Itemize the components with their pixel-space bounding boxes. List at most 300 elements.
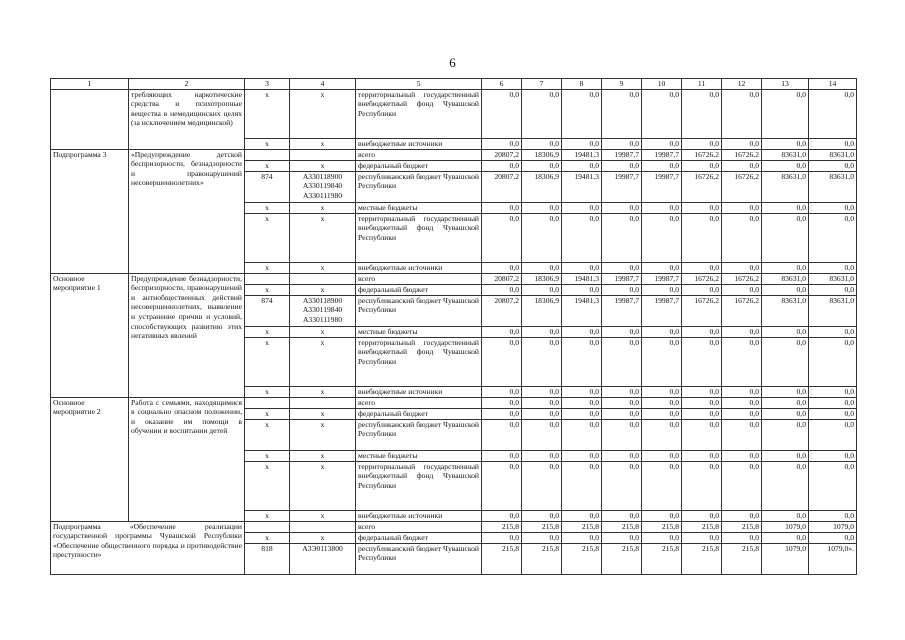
value-cell: 215,8 — [482, 521, 522, 532]
header-cell: 6 — [482, 79, 522, 90]
value-cell: 0,0 — [562, 510, 602, 521]
header-cell: 14 — [809, 79, 857, 90]
funding-source-cell: территориальный государственный внебюджетный фонд Чувашской Республики — [356, 461, 482, 510]
value-cell: 0,0 — [482, 89, 522, 138]
value-cell: 0,0 — [562, 138, 602, 149]
funding-source-cell: федеральный бюджет — [356, 532, 482, 543]
value-cell: 19987,7 — [642, 295, 682, 326]
value-cell: 0,0 — [642, 160, 682, 171]
value-cell: 0,0 — [482, 202, 522, 213]
header-cell: 13 — [762, 79, 809, 90]
funding-source-cell: республиканский бюджет Чувашской Республики — [356, 295, 482, 326]
value-cell: 0,0 — [562, 461, 602, 510]
kbk-grbs-cell — [245, 273, 290, 284]
value-cell: 0,0 — [602, 408, 642, 419]
value-cell: 19481,3 — [562, 295, 602, 326]
value-cell: 83631,0 — [809, 295, 857, 326]
value-cell: 0,0 — [809, 160, 857, 171]
value-cell: 0,0 — [482, 397, 522, 408]
value-cell: 19987,7 — [602, 149, 642, 160]
program-name-cell: Основное мероприятие 2 — [51, 397, 129, 521]
value-cell: 0,0 — [762, 326, 809, 337]
kbk-code-cell: х — [290, 326, 356, 337]
value-cell: 0,0 — [482, 160, 522, 171]
value-cell: 0,0 — [682, 160, 722, 171]
value-cell: 0,0 — [682, 284, 722, 295]
value-cell: 0,0 — [602, 213, 642, 262]
value-cell: 0,0 — [522, 419, 562, 450]
value-cell: 0,0 — [762, 532, 809, 543]
funding-source-cell: территориальный государственный внебюджетный фонд Чувашской Республики — [356, 337, 482, 386]
value-cell: 0,0 — [722, 510, 762, 521]
value-cell: 0,0 — [602, 262, 642, 273]
header-cell: 7 — [522, 79, 562, 90]
value-cell: 0,0 — [602, 450, 642, 461]
value-cell: 0,0 — [722, 461, 762, 510]
value-cell: 19481,3 — [562, 273, 602, 284]
value-cell: 0,0 — [642, 419, 682, 450]
value-cell: 16726,2 — [722, 149, 762, 160]
value-cell: 215,8 — [682, 521, 722, 532]
value-cell: 83631,0 — [809, 149, 857, 160]
funding-source-cell: республиканский бюджет Чувашской Республики — [356, 543, 482, 574]
value-cell: 20807,2 — [482, 295, 522, 326]
value-cell: 20807,2 — [482, 273, 522, 284]
kbk-grbs-cell: х — [245, 138, 290, 149]
funding-source-cell: федеральный бюджет — [356, 408, 482, 419]
value-cell: 20807,2 — [482, 149, 522, 160]
kbk-grbs-cell: 874 — [245, 295, 290, 326]
value-cell: 19987,7 — [602, 295, 642, 326]
value-cell: 0,0 — [682, 337, 722, 386]
value-cell: 0,0 — [722, 262, 762, 273]
value-cell: 0,0 — [482, 510, 522, 521]
value-cell: 0,0 — [722, 450, 762, 461]
value-cell: 0,0 — [722, 397, 762, 408]
value-cell: 215,8 — [682, 543, 722, 574]
value-cell: 83631,0 — [762, 171, 809, 202]
value-cell: 0,0 — [482, 337, 522, 386]
value-cell: 19481,3 — [562, 149, 602, 160]
kbk-code-cell: х — [290, 138, 356, 149]
value-cell: 0,0 — [522, 213, 562, 262]
value-cell: 0,0 — [682, 138, 722, 149]
value-cell: 0,0 — [602, 397, 642, 408]
value-cell: 0,0 — [522, 397, 562, 408]
value-cell: 1079,0 — [762, 543, 809, 574]
value-cell: 0,0 — [642, 326, 682, 337]
value-cell: 0,0 — [602, 89, 642, 138]
subprogram-title-cell: Подпрограмма «Обеспечение реализации государственной программы Чувашской Республики «Обеспечение общественного порядка и противодействие преступности» — [51, 521, 245, 574]
value-cell: 0,0 — [642, 386, 682, 397]
value-cell: 0,0 — [682, 419, 722, 450]
header-cell: 4 — [290, 79, 356, 90]
value-cell: 0,0 — [722, 408, 762, 419]
kbk-grbs-cell — [245, 149, 290, 160]
value-cell: 215,8 — [642, 543, 682, 574]
value-cell: 0,0 — [809, 213, 857, 262]
value-cell: 0,0 — [642, 284, 682, 295]
value-cell: 0,0 — [522, 532, 562, 543]
kbk-code-cell: х — [290, 89, 356, 138]
funding-source-cell: республиканский бюджет Чувашской Республики — [356, 419, 482, 450]
value-cell: 0,0 — [562, 284, 602, 295]
funding-source-cell: всего — [356, 397, 482, 408]
value-cell: 0,0 — [809, 397, 857, 408]
value-cell: 0,0 — [762, 202, 809, 213]
value-cell: 0,0 — [809, 419, 857, 450]
kbk-grbs-cell: х — [245, 160, 290, 171]
value-cell: 0,0 — [682, 326, 722, 337]
funding-source-cell: местные бюджеты — [356, 326, 482, 337]
value-cell: 0,0 — [722, 284, 762, 295]
value-cell: 215,8 — [642, 521, 682, 532]
value-cell: 0,0 — [522, 202, 562, 213]
kbk-grbs-cell: 818 — [245, 543, 290, 574]
value-cell: 0,0 — [562, 386, 602, 397]
header-cell: 1 — [51, 79, 129, 90]
value-cell: 0,0 — [482, 386, 522, 397]
kbk-code-cell: х — [290, 419, 356, 450]
value-cell: 0,0 — [809, 326, 857, 337]
program-name-cell: Подпрограмма 3 — [51, 149, 129, 273]
value-cell: 0,0 — [722, 532, 762, 543]
value-cell: 0,0 — [809, 262, 857, 273]
value-cell: 19987,7 — [602, 171, 642, 202]
kbk-grbs-cell: х — [245, 461, 290, 510]
page-number: 6 — [449, 55, 456, 70]
kbk-code-cell: х — [290, 386, 356, 397]
value-cell: 0,0 — [809, 89, 857, 138]
value-cell: 0,0 — [602, 337, 642, 386]
kbk-code-cell: А330118900 А330119840 А330111980 — [290, 295, 356, 326]
value-cell: 0,0 — [522, 138, 562, 149]
value-cell: 0,0 — [682, 510, 722, 521]
kbk-grbs-cell: х — [245, 89, 290, 138]
kbk-grbs-cell: х — [245, 510, 290, 521]
value-cell: 19481,3 — [562, 171, 602, 202]
value-cell: 0,0 — [642, 532, 682, 543]
value-cell: 18306,9 — [522, 273, 562, 284]
value-cell: 0,0 — [762, 397, 809, 408]
funding-source-cell: территориальный государственный внебюджетный фонд Чувашской Республики — [356, 213, 482, 262]
kbk-code-cell: х — [290, 202, 356, 213]
value-cell: 83631,0 — [809, 171, 857, 202]
value-cell: 0,0 — [562, 202, 602, 213]
header-cell: 10 — [642, 79, 682, 90]
value-cell: 0,0 — [522, 408, 562, 419]
value-cell: 0,0 — [482, 461, 522, 510]
value-cell: 0,0 — [482, 408, 522, 419]
value-cell: 16726,2 — [722, 295, 762, 326]
value-cell: 0,0 — [482, 450, 522, 461]
table-row — [51, 149, 857, 160]
value-cell: 0,0 — [722, 213, 762, 262]
value-cell: 0,0 — [642, 89, 682, 138]
value-cell: 0,0 — [562, 337, 602, 386]
value-cell: 0,0 — [642, 408, 682, 419]
program-name-cell — [51, 89, 129, 149]
value-cell: 0,0 — [482, 419, 522, 450]
value-cell: 0,0 — [762, 408, 809, 419]
program-name-cell: Основное мероприятие 1 — [51, 273, 129, 397]
header-cell: 2 — [129, 79, 245, 90]
table-row — [51, 397, 857, 408]
value-cell: 18306,9 — [522, 171, 562, 202]
kbk-grbs-cell: х — [245, 408, 290, 419]
value-cell: 0,0 — [642, 138, 682, 149]
value-cell: 16726,2 — [722, 273, 762, 284]
value-cell: 19987,7 — [642, 149, 682, 160]
kbk-code-cell: х — [290, 450, 356, 461]
value-cell: 0,0 — [642, 450, 682, 461]
kbk-grbs-cell: х — [245, 262, 290, 273]
funding-source-cell: всего — [356, 273, 482, 284]
value-cell: 0,0 — [642, 510, 682, 521]
funding-source-cell: федеральный бюджет — [356, 160, 482, 171]
header-cell: 3 — [245, 79, 290, 90]
value-cell: 0,0 — [722, 326, 762, 337]
kbk-code-cell: х — [290, 213, 356, 262]
value-cell: 215,8 — [602, 521, 642, 532]
value-cell: 215,8 — [482, 543, 522, 574]
value-cell: 20807,2 — [482, 171, 522, 202]
value-cell: 0,0 — [682, 532, 722, 543]
kbk-code-cell — [290, 521, 356, 532]
kbk-code-cell: х — [290, 337, 356, 386]
value-cell: 0,0 — [482, 284, 522, 295]
value-cell: 0,0 — [562, 262, 602, 273]
value-cell: 0,0 — [522, 284, 562, 295]
value-cell: 0,0 — [762, 510, 809, 521]
value-cell: 0,0 — [762, 138, 809, 149]
value-cell: 0,0 — [602, 202, 642, 213]
kbk-code-cell: х — [290, 461, 356, 510]
value-cell: 0,0 — [722, 337, 762, 386]
value-cell: 0,0 — [522, 89, 562, 138]
value-cell: 0,0 — [522, 262, 562, 273]
value-cell: 0,0 — [642, 262, 682, 273]
value-cell: 0,0 — [602, 326, 642, 337]
header-cell: 5 — [356, 79, 482, 90]
value-cell: 0,0 — [682, 408, 722, 419]
value-cell: 0,0 — [522, 510, 562, 521]
value-cell: 0,0 — [682, 461, 722, 510]
value-cell: 18306,9 — [522, 149, 562, 160]
value-cell: 0,0 — [642, 202, 682, 213]
value-cell: 0,0 — [722, 202, 762, 213]
kbk-grbs-cell: 874 — [245, 171, 290, 202]
table-row — [51, 521, 857, 532]
value-cell: 0,0 — [682, 397, 722, 408]
value-cell: 0,0 — [602, 386, 642, 397]
value-cell: 0,0 — [762, 419, 809, 450]
value-cell: 215,8 — [722, 521, 762, 532]
value-cell: 0,0 — [809, 202, 857, 213]
header-cell: 8 — [562, 79, 602, 90]
funding-source-cell: местные бюджеты — [356, 202, 482, 213]
kbk-grbs-cell: х — [245, 202, 290, 213]
value-cell: 0,0 — [809, 532, 857, 543]
kbk-grbs-cell: х — [245, 337, 290, 386]
value-cell: 0,0 — [809, 138, 857, 149]
kbk-grbs-cell: х — [245, 213, 290, 262]
value-cell: 0,0 — [809, 337, 857, 386]
value-cell: 0,0 — [482, 326, 522, 337]
header-row — [51, 79, 857, 90]
value-cell: 0,0 — [809, 450, 857, 461]
value-cell: 0,0 — [682, 450, 722, 461]
value-cell: 0,0 — [762, 89, 809, 138]
value-cell: 0,0 — [762, 213, 809, 262]
value-cell: 0,0 — [602, 284, 642, 295]
funding-source-cell: территориальный государственный внебюджетный фонд Чувашской Республики — [356, 89, 482, 138]
funding-source-cell: местные бюджеты — [356, 450, 482, 461]
value-cell: 0,0 — [602, 138, 642, 149]
value-cell: 0,0 — [522, 337, 562, 386]
value-cell: 0,0 — [682, 89, 722, 138]
kbk-grbs-cell — [245, 397, 290, 408]
value-cell: 0,0 — [562, 213, 602, 262]
kbk-grbs-cell: х — [245, 532, 290, 543]
value-cell: 0,0 — [762, 284, 809, 295]
kbk-code-cell — [290, 149, 356, 160]
header-cell: 11 — [682, 79, 722, 90]
value-cell: 0,0 — [762, 262, 809, 273]
value-cell: 0,0 — [722, 160, 762, 171]
value-cell: 0,0 — [522, 326, 562, 337]
value-cell: 0,0 — [762, 461, 809, 510]
value-cell: 0,0 — [562, 397, 602, 408]
funding-source-cell: внебюджетные источники — [356, 510, 482, 521]
value-cell: 0,0 — [722, 89, 762, 138]
value-cell: 0,0 — [562, 450, 602, 461]
kbk-code-cell: х — [290, 262, 356, 273]
budget-table — [50, 78, 857, 575]
value-cell: 16726,2 — [682, 171, 722, 202]
value-cell: 0,0 — [522, 160, 562, 171]
header-cell: 12 — [722, 79, 762, 90]
table-row — [51, 89, 857, 138]
funding-source-cell: внебюджетные источники — [356, 138, 482, 149]
kbk-grbs-cell: х — [245, 386, 290, 397]
value-cell: 0,0 — [682, 213, 722, 262]
kbk-code-cell: А330118900 А330119840 А330111980 — [290, 171, 356, 202]
value-cell: 0,0 — [602, 160, 642, 171]
kbk-code-cell: х — [290, 532, 356, 543]
funding-source-cell: всего — [356, 521, 482, 532]
value-cell: 0,0 — [762, 337, 809, 386]
value-cell: 0,0 — [809, 284, 857, 295]
value-cell: 19987,7 — [642, 273, 682, 284]
program-description-cell: Предупреждение безнадзорности, беспризорности, правонарушений и антиобщественных действий несовершеннолетних, выявление и устранение причин и условий, способствующих развитию этих негативных явлений — [129, 273, 245, 397]
value-cell: 0,0 — [722, 419, 762, 450]
kbk-grbs-cell: х — [245, 450, 290, 461]
value-cell: 0,0 — [602, 510, 642, 521]
value-cell: 215,8 — [562, 543, 602, 574]
value-cell: 0,0 — [562, 419, 602, 450]
value-cell: 83631,0 — [762, 295, 809, 326]
kbk-code-cell: х — [290, 510, 356, 521]
value-cell: 83631,0 — [809, 273, 857, 284]
value-cell: 0,0 — [642, 213, 682, 262]
value-cell: 1079,0 — [762, 521, 809, 532]
value-cell: 1079,0 — [809, 521, 857, 532]
value-cell: 0,0 — [642, 337, 682, 386]
program-description-cell: «Предупреждение детской беспризорности, безнадзорности и правонарушений несовершеннолетних» — [129, 149, 245, 273]
value-cell: 0,0 — [482, 138, 522, 149]
value-cell: 0,0 — [809, 386, 857, 397]
kbk-code-cell — [290, 273, 356, 284]
kbk-grbs-cell: х — [245, 284, 290, 295]
value-cell: 16726,2 — [682, 295, 722, 326]
value-cell: 0,0 — [682, 262, 722, 273]
value-cell: 19987,7 — [642, 171, 682, 202]
value-cell: 215,8 — [722, 543, 762, 574]
funding-source-cell: внебюджетные источники — [356, 386, 482, 397]
value-cell: 215,8 — [562, 521, 602, 532]
value-cell: 0,0 — [809, 510, 857, 521]
value-cell: 0,0 — [482, 262, 522, 273]
kbk-code-cell: х — [290, 160, 356, 171]
funding-source-cell: республиканский бюджет Чувашской Республики — [356, 171, 482, 202]
value-cell: 0,0 — [762, 160, 809, 171]
value-cell: 0,0 — [562, 89, 602, 138]
value-cell: 16726,2 — [682, 149, 722, 160]
kbk-code-cell — [290, 397, 356, 408]
kbk-code-cell: А3Э0113800 — [290, 543, 356, 574]
kbk-grbs-cell: х — [245, 326, 290, 337]
value-cell: 0,0 — [682, 386, 722, 397]
kbk-code-cell: х — [290, 408, 356, 419]
program-description-cell: требляющих наркотические средства и психотропные вещества в немедицинских целях (за исключением медицинской) — [129, 89, 245, 149]
value-cell: 0,0 — [722, 386, 762, 397]
value-cell: 0,0 — [562, 326, 602, 337]
funding-source-cell: всего — [356, 149, 482, 160]
value-cell: 0,0 — [809, 461, 857, 510]
kbk-grbs-cell — [245, 521, 290, 532]
value-cell: 215,8 — [602, 543, 642, 574]
value-cell: 0,0 — [522, 461, 562, 510]
value-cell: 0,0 — [682, 202, 722, 213]
value-cell: 0,0 — [602, 461, 642, 510]
value-cell: 0,0 — [722, 138, 762, 149]
kbk-grbs-cell: х — [245, 419, 290, 450]
value-cell: 83631,0 — [762, 273, 809, 284]
program-description-cell: Работа с семьями, находящимися в социально опасном положении, и оказание им помощи в обучении и воспитании детей — [129, 397, 245, 521]
value-cell: 0,0 — [482, 213, 522, 262]
value-cell: 1079,0». — [809, 543, 857, 574]
value-cell: 0,0 — [642, 397, 682, 408]
value-cell: 16726,2 — [722, 171, 762, 202]
value-cell: 0,0 — [642, 461, 682, 510]
value-cell: 0,0 — [602, 532, 642, 543]
kbk-code-cell: х — [290, 284, 356, 295]
value-cell: 83631,0 — [762, 149, 809, 160]
value-cell: 0,0 — [482, 532, 522, 543]
value-cell: 18306,9 — [522, 295, 562, 326]
value-cell: 0,0 — [809, 408, 857, 419]
funding-source-cell: федеральный бюджет — [356, 284, 482, 295]
value-cell: 0,0 — [522, 450, 562, 461]
value-cell: 0,0 — [762, 450, 809, 461]
table-row — [51, 273, 857, 284]
value-cell: 0,0 — [562, 532, 602, 543]
header-cell: 9 — [602, 79, 642, 90]
value-cell: 16726,2 — [682, 273, 722, 284]
value-cell: 215,8 — [522, 543, 562, 574]
funding-source-cell: внебюджетные источники — [356, 262, 482, 273]
